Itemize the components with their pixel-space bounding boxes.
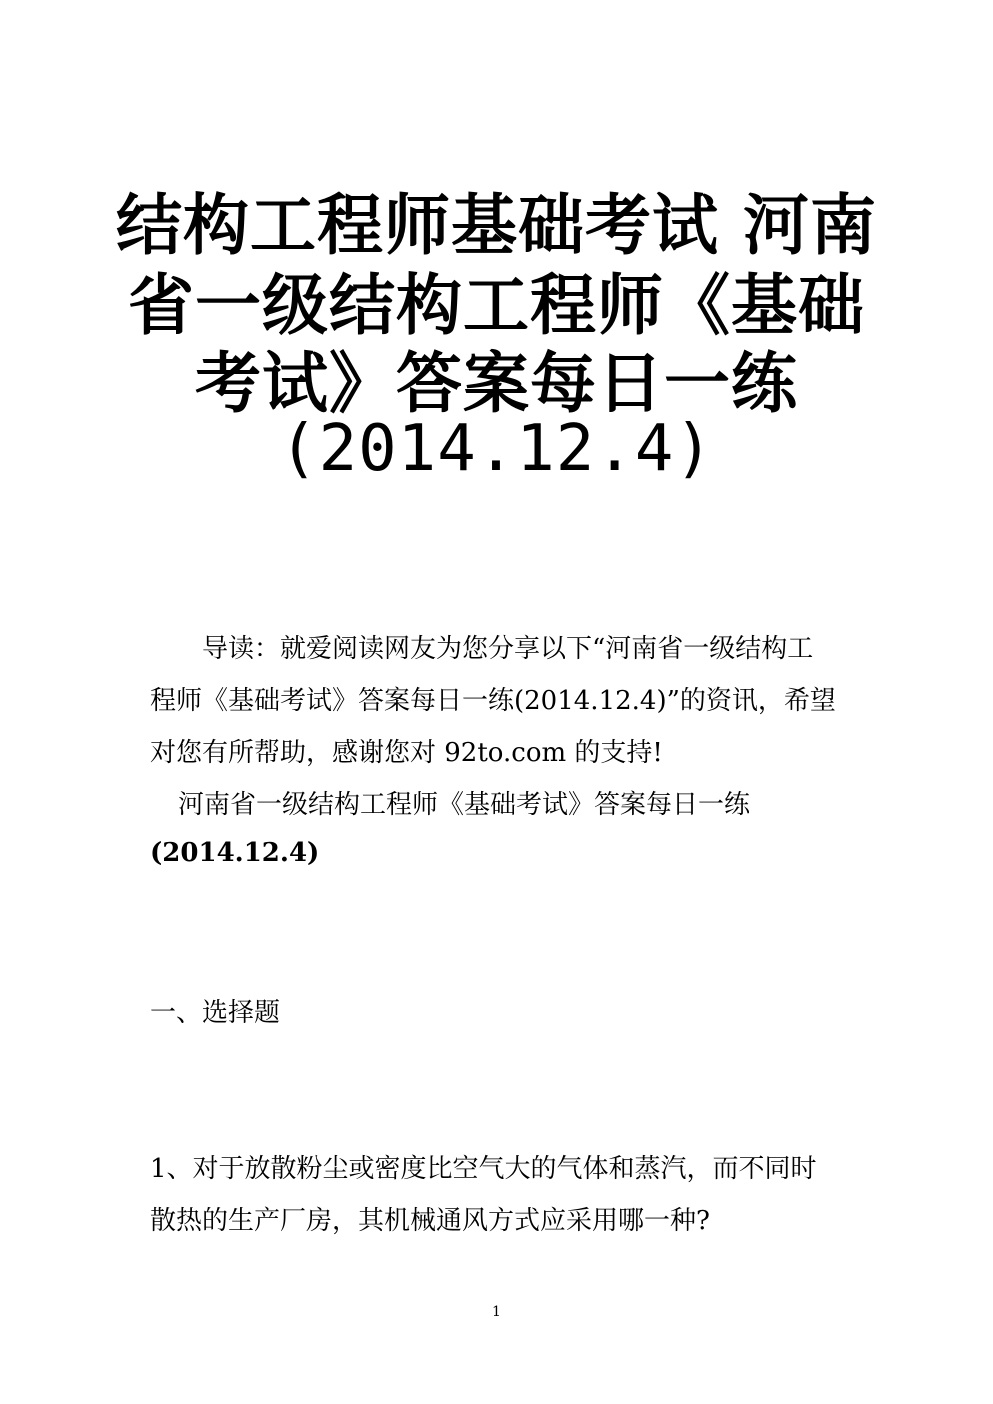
title-line-4: (2014.12.4)	[279, 412, 714, 486]
intro-line-4: 河南省一级结构工程师《基础考试》答案每日一练	[178, 790, 751, 820]
title-line-1: 结构工程师基础考试 河南	[116, 187, 877, 264]
title-line-3: 考试》答案每日一练	[195, 345, 798, 422]
intro-line-1: 导读：就爱阅读网友为您分享以下“河南省一级结构工	[202, 634, 814, 664]
question-line-2: 散热的生产厂房，其机械通风方式应采用哪一种?	[150, 1206, 710, 1236]
title-line-2: 省一级结构工程师《基础	[128, 267, 865, 344]
section-heading: 一、选择题	[150, 998, 281, 1028]
page-number: 1	[492, 1304, 501, 1320]
intro-line-2: 程师《基础考试》答案每日一练(2014.12.4)”的资讯，希望	[150, 686, 836, 716]
question-line-1: 1、对于放散粉尘或密度比空气大的气体和蒸汽，而不同时	[150, 1154, 817, 1184]
intro-line-3: 对您有所帮助，感谢您对 92to.com 的支持!	[150, 738, 663, 768]
intro-line-5: (2014.12.4)	[150, 838, 320, 868]
